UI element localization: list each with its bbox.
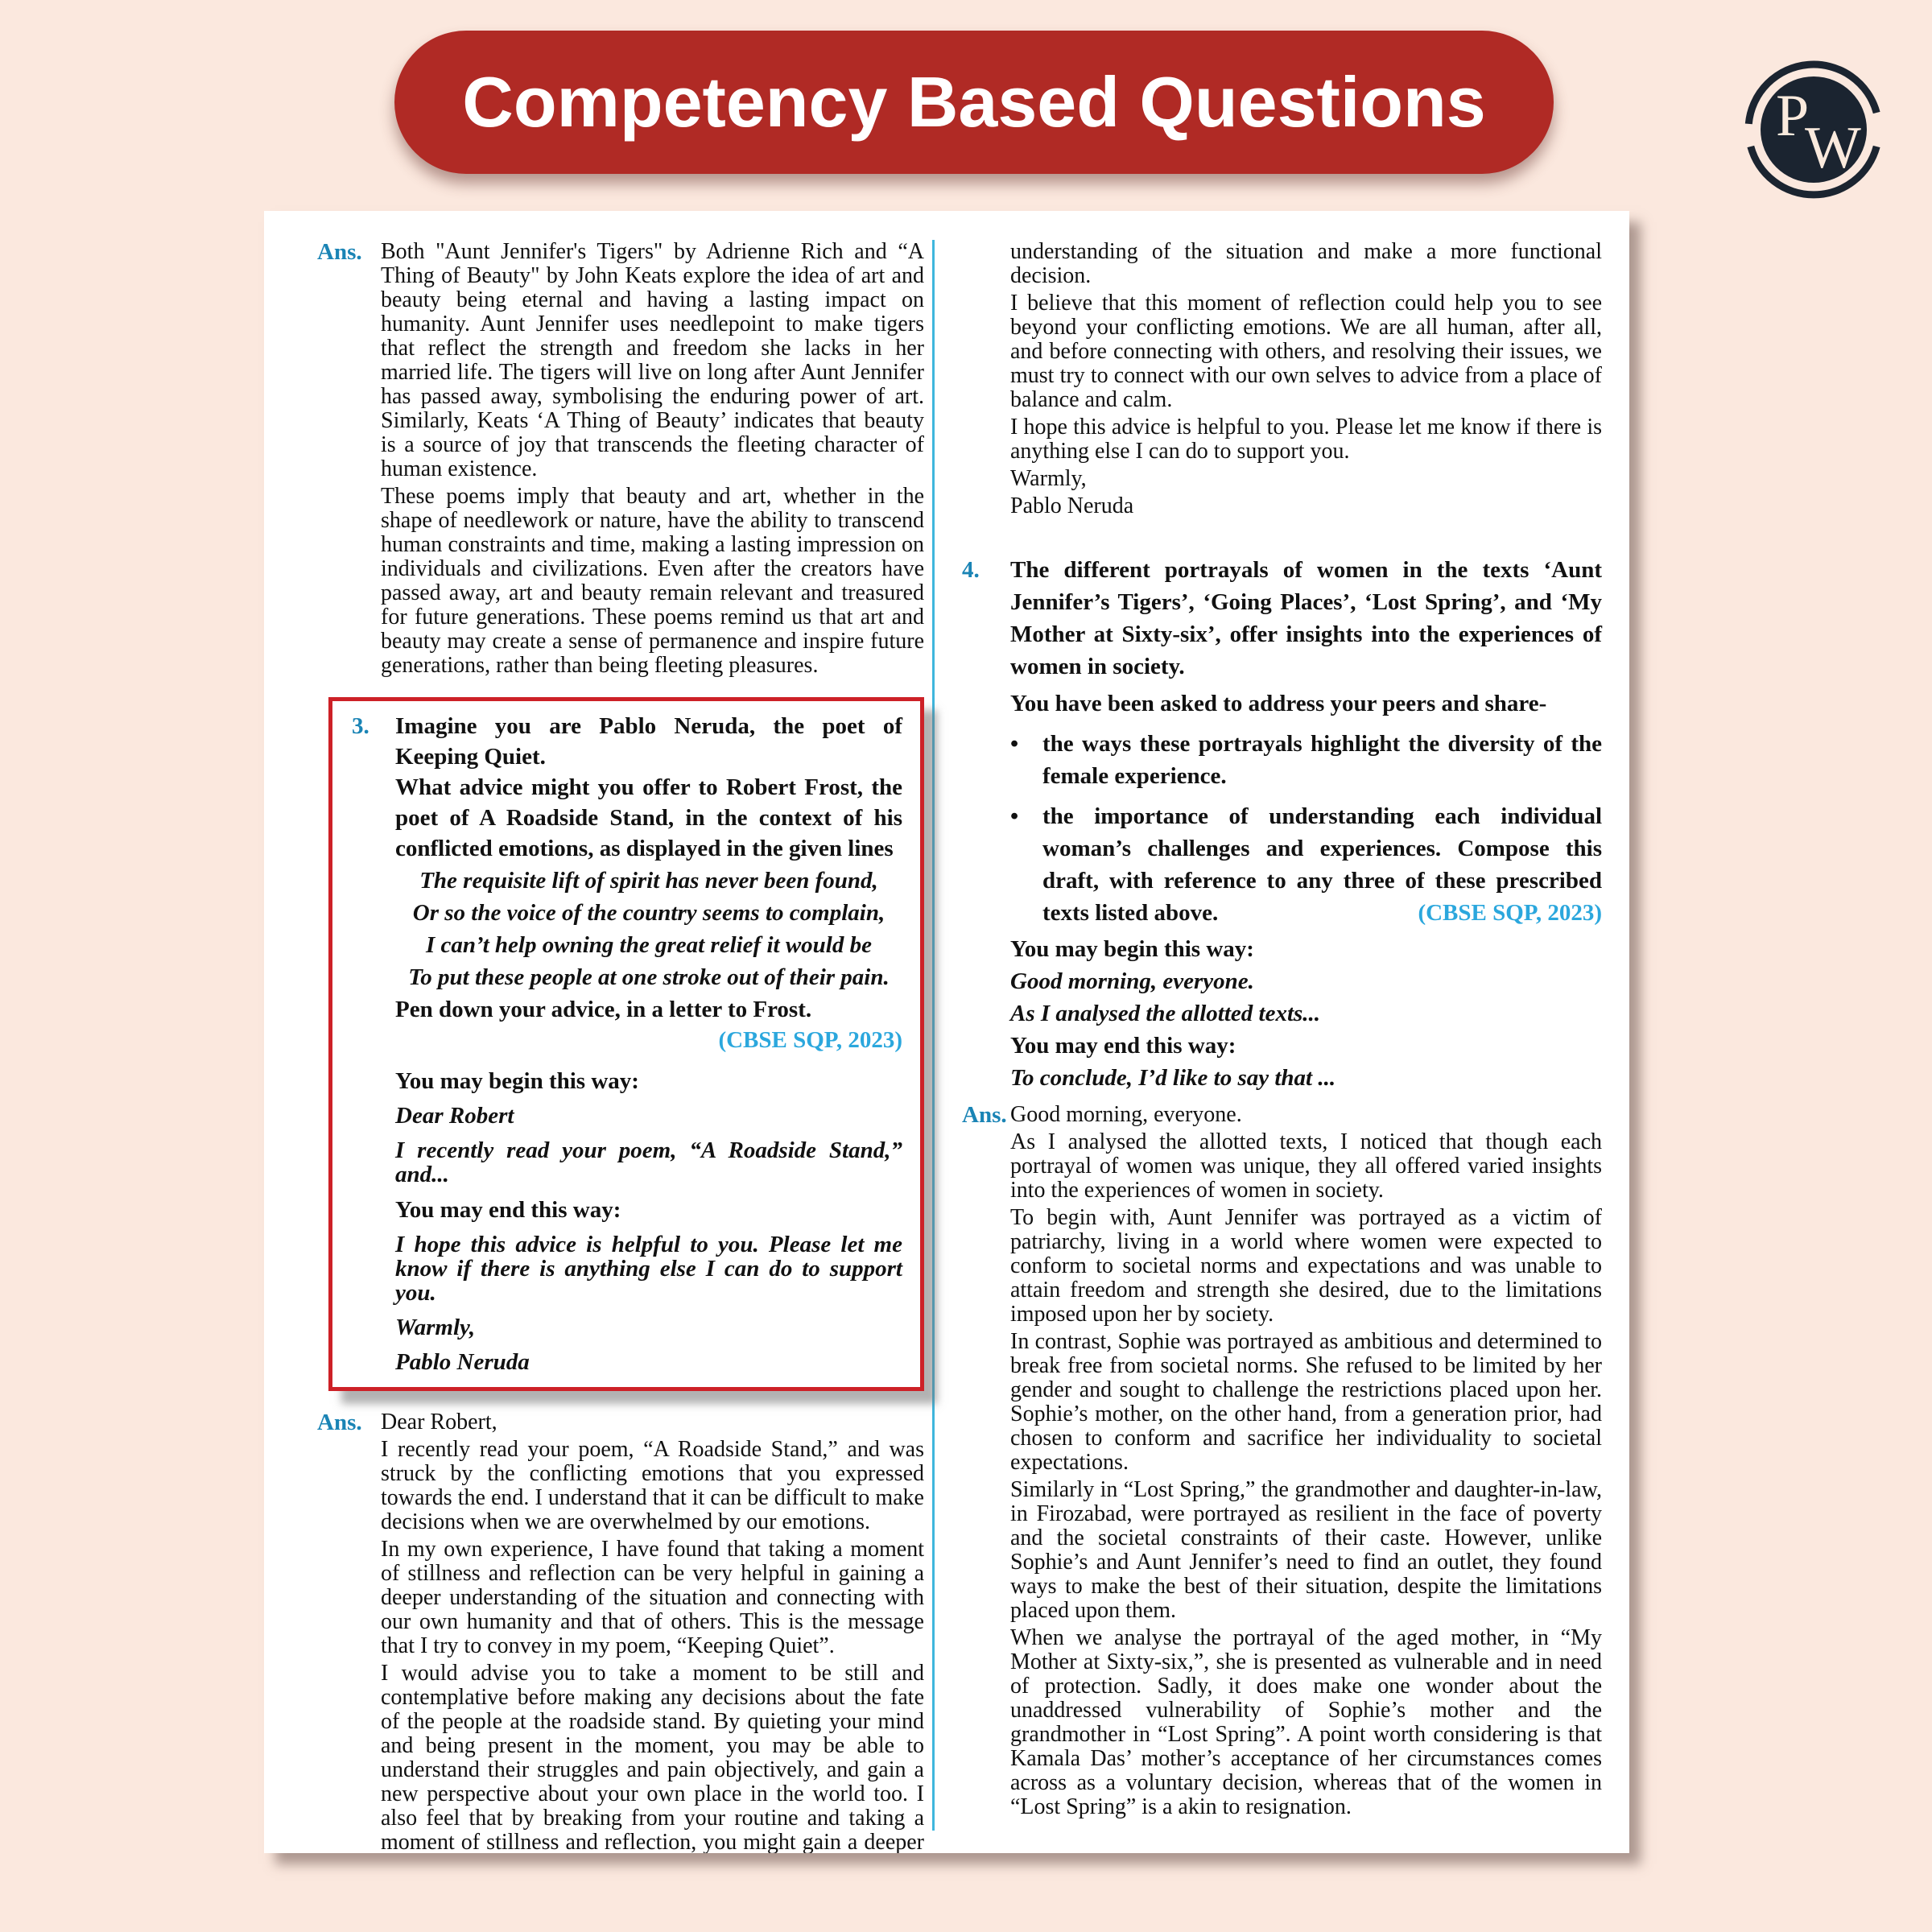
answer-paragraph: As I analysed the allotted texts, I noticed that though each portrayal of women was unique, they all offered varied insights into the experiences of women in society. (1010, 1129, 1602, 1203)
question-prompt: You have been asked to address your peers and share- (1010, 691, 1547, 716)
question-statement: The different portrayals of women in the texts ‘Aunt Jennifer’s Tigers’, ‘Going Places’, ‘Lost Spring’, and ‘My Mother at Sixty-six’, offer insights into the experiences of women in society. (1010, 557, 1602, 679)
hint-label: You may begin this way: (395, 1068, 639, 1094)
column-divider (932, 240, 935, 1831)
question-number: 3. (352, 713, 369, 739)
answer-label: Ans. (317, 239, 362, 265)
answer-paragraph: I hope this advice is helpful to you. Please let me know if there is anything else I can do to support you. (1010, 415, 1602, 464)
bullet-last-line (1042, 897, 1602, 929)
cbse-source-tag: (CBSE SQP, 2023) (718, 1027, 902, 1053)
bullet-item (1010, 800, 1602, 929)
answer-3 (317, 1410, 924, 1853)
answer-paragraph: Dear Robert, (381, 1410, 497, 1435)
answer-1 (317, 240, 924, 681)
left-column (317, 240, 924, 1853)
answer-paragraph: When we analyse the portrayal of the aged mother, in “My Mother at Sixty-six,”, she is presented as vulnerable and in need of protection. Sadly, it does make one wonder about the unaddressed vulnerability of Sophie’s mother and the grandmother in “Lost Spring”. A point worth considering is that Kamala Das’ mother’s acceptance of her circumstances comes across as a voluntary decision, whereas that of the women in “Lost Spring” is a akin to resignation. (1010, 1625, 1602, 1819)
answer-3-continuation (962, 240, 1602, 522)
bullet-text: the ways these portrayals highlight the diversity of the female experience. (1042, 731, 1602, 789)
answer-body (381, 240, 924, 681)
bullet-dot-icon (1010, 728, 1042, 792)
answer-body (1010, 240, 1602, 522)
answer-paragraph: I believe that this moment of reflection could help you to see beyond your conflicting emotions. We are all human, after all, and before connecting with others, and resolving their issues, we must try to connect with our own selves to advice from a place of balance and calm. (1010, 291, 1602, 412)
question-text: What advice might you offer to Robert Frost, the poet of A Roadside Stand, in the context of his conflicted emotions, as displayed in the given lines (395, 774, 902, 861)
hint-line: To conclude, I’d like to say that ... (1010, 1065, 1336, 1091)
answer-paragraph: Both "Aunt Jennifer's Tigers" by Adrienne Rich and “A Thing of Beauty" by John Keats explore the idea of art and beauty being eternal and having a lasting impact on humanity. Aunt Jennifer uses needlepoint to make tigers that reflect the strength and freedom she lacks in her married life. The tigers will live on long after Aunt Jennifer has passed away, symbolising the enduring power of art. Similarly, Keats ‘A Thing of Beauty’ indicates that beauty is a source of joy that transcends the fleeting character of human existence. (381, 239, 924, 481)
hint-line: I hope this advice is helpful to you. Please let me know if there is anything else I can do to support you. (395, 1232, 902, 1306)
answer-paragraph: I recently read your poem, “A Roadside Stand,” and was struck by the conflicting emotions that you expressed towards the end. I understand that it can be difficult to make decisions when we are overwhelmed by our emotions. (381, 1437, 924, 1534)
poem-line: To put these people at one stroke out of their pain. (408, 964, 890, 990)
answer-paragraph: In my own experience, I have found that taking a moment of stillness and reflection can be very helpful in gaining a deeper understanding of the situation and connecting with our own humanity and that of others. This is the message that I try to convey in my poem, “Keeping Quiet”. (381, 1537, 924, 1658)
hint-line: Pablo Neruda (395, 1349, 530, 1375)
answer-paragraph: I would advise you to take a moment to be still and contemplative before making any decisions about the fate of the people at the roadside stand. By quieting your mind and being present in the moment, you may be able to understand their struggles and pain objectively, and gain a new perspective about your own place in the world too. I also feel that by breaking from your routine and taking a moment of stillness and reflection, you might gain a deeper (381, 1661, 924, 1853)
question-intro: Imagine you are Pablo Neruda, the poet of Keeping Quiet. (395, 713, 902, 770)
bullet-item (1010, 728, 1602, 792)
document-page (264, 211, 1629, 1853)
answer-paragraph: Warmly, (1010, 466, 1087, 491)
answer-label: Ans. (317, 1410, 362, 1435)
bullet-dot-icon (1010, 800, 1042, 929)
question-3 (352, 711, 902, 1374)
hint-label: You may end this way: (1010, 1033, 1236, 1059)
question-4 (962, 554, 1602, 1090)
hint-line: As I analysed the allotted texts... (1010, 1001, 1321, 1026)
page-title: Competency Based Questions (462, 62, 1486, 142)
answer-body (1010, 1103, 1602, 1823)
bullet-content (1042, 800, 1602, 929)
question-hints (1010, 937, 1602, 1090)
answer-paragraph: In contrast, Sophie was portrayed as ambitious and determined to break free from societal norms. She refused to be limited by her gender and sought to challenge the restrictions placed upon her. Sophie’s mother, on the other hand, from a generation prior, had chosen to conform and sacrifice her individuality to societal expectations. (1010, 1329, 1602, 1475)
poem-line: The requisite lift of spirit has never been found, (419, 868, 878, 894)
answer-body (381, 1410, 924, 1853)
answer-paragraph: These poems imply that beauty and art, whether in the shape of needlework or nature, have the ability to transcend human constraints and time, making a lasting impression on individuals and civilizations. Even after the creators have passed away, art and beauty remain relevant and treasured for future generations. These poems remind us that art and beauty may create a sense of permanence and inspire future generations, rather than being fleeting pleasures. (381, 484, 924, 678)
hint-line: Warmly, (395, 1315, 476, 1340)
answer-paragraph: Pablo Neruda (1010, 493, 1134, 518)
hint-label: You may begin this way: (1010, 936, 1254, 962)
question-content (395, 711, 902, 1374)
bullet-text-end: texts listed above. (1042, 900, 1219, 926)
hint-line: Dear Robert (395, 1103, 514, 1129)
cbse-source-tag: (CBSE SQP, 2023) (1418, 900, 1602, 926)
question-3-box (328, 697, 924, 1391)
question-number: 4. (962, 557, 980, 583)
poem-line: I can’t help owning the great relief it would be (426, 932, 872, 958)
answer-paragraph: To begin with, Aunt Jennifer was portrayed as a victim of patriarchy, living in a world where women were expected to conform to societal norms and expectations and was unable to attain freedom and strength she desired, due to the limitations imposed upon her by society. (1010, 1205, 1602, 1327)
question-content (1010, 554, 1602, 1090)
pw-logo (1737, 53, 1890, 206)
answer-label: Ans. (962, 1102, 1007, 1128)
question-instruction: Pen down your advice, in a letter to Frost. (395, 997, 812, 1022)
hint-label: You may end this way: (395, 1197, 621, 1223)
hint-line: I recently read your poem, “A Roadside Stand,” and... (395, 1137, 902, 1187)
answer-paragraph: understanding of the situation and make a more functional decision. (1010, 239, 1602, 288)
answer-paragraph: Good morning, everyone. (1010, 1102, 1242, 1127)
source-line (395, 1026, 902, 1058)
bullet-text: the importance of understanding each individual woman’s challenges and experiences. Compose this draft, with reference to any three of these prescribed (1042, 803, 1602, 894)
answer-label-spacer (962, 240, 1010, 522)
answer-paragraph: Similarly in “Lost Spring,” the grandmother and daughter-in-law, in Firozabad, were portrayed as resilient in the face of poverty and the societal constraints of their caste. However, unlike Sophie’s and Aunt Jennifer’s need to find an outlet, they found ways to make the best of their situation, despite the limitations placed upon them. (1010, 1477, 1602, 1623)
hint-line: Good morning, everyone. (1010, 968, 1254, 994)
logo-letter-p: P (1776, 83, 1810, 149)
poem-line: Or so the voice of the country seems to complain, (412, 900, 886, 926)
answer-4 (962, 1103, 1602, 1823)
right-column (962, 240, 1602, 1823)
logo-letter-w: W (1805, 115, 1861, 181)
header-banner (394, 31, 1554, 174)
